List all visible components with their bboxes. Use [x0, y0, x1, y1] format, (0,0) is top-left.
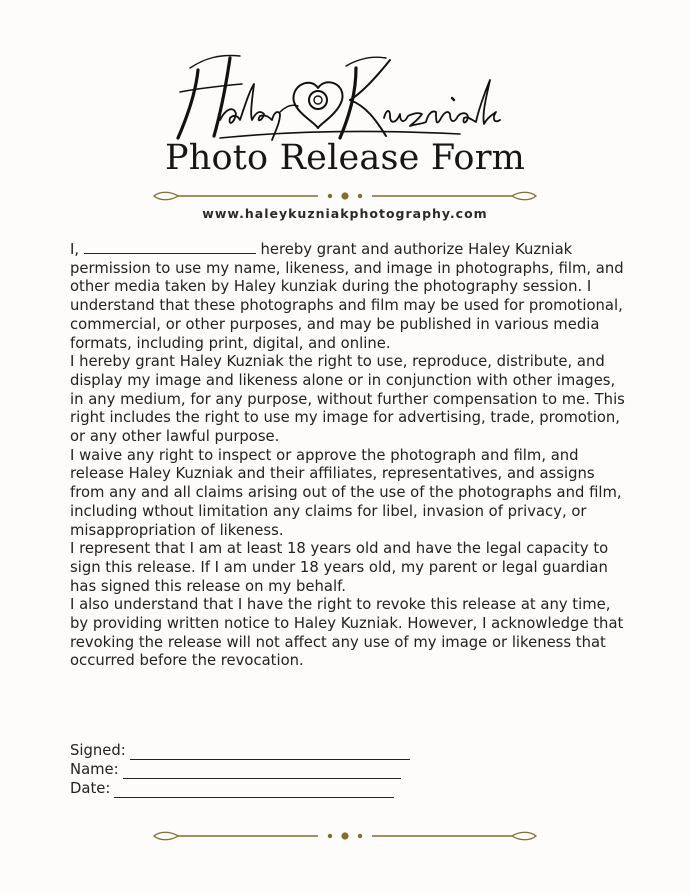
haley-kuzniak-logo	[160, 40, 540, 150]
paragraph-revocation: I also understand that I have the right to revoke this release at any time, by providing written notice to Haley Kuzniak. However, I acknowledge that revoking the release will not affect any use of my image or likeness that occurred before the revocation.	[70, 596, 624, 670]
date-label: Date:	[70, 780, 111, 797]
name-label: Name:	[70, 761, 119, 778]
paragraph-waiver: I waive any right to inspect or approve the photograph and film, and release Haley Kuzniak and their affiliates, representatives, and assigns from any and all claims arising out of the use of the photographs and film, including wthout limitation any claims for libel, invasion of privacy, or misappropriation of likeness.	[70, 446, 622, 539]
date-row	[70, 779, 410, 798]
website-url: www.haleykuzniakphotography.com	[202, 206, 488, 221]
signed-row	[70, 741, 410, 760]
signed-label: Signed:	[70, 742, 126, 759]
top-divider-ornament	[152, 188, 538, 204]
paragraph-grant-rest: hereby grant and authorize Haley Kuzniak permission to use my name, likeness, and image in photographs, film, and other media taken by Haley kunziak during the photography session. I understand that these photographs and film may be used for promotional, commercial, or other purposes, and may be published in various media formats, including print, digital, and online.	[70, 241, 624, 352]
paragraph-age: I represent that I am at least 18 years old and have the legal capacity to sign this release. If I am under 18 years old, my parent or legal guardian has signed this release on my behalf.	[70, 540, 609, 595]
bottom-divider-ornament	[152, 828, 538, 844]
form-title: Photo Release Form	[164, 138, 526, 178]
signature-block	[70, 741, 410, 798]
paragraph-grant-prefix: I,	[70, 241, 80, 258]
paragraph-usage-rights: I hereby grant Haley Kuzniak the right to use, reproduce, distribute, and display my image and likeness alone or in conjunction with other images, in any medium, for any purpose, without further compensation to me. This right includes the right to use my image for advertising, trade, promotion, or any other lawful purpose.	[70, 353, 625, 446]
paragraph-grant	[70, 240, 630, 353]
name-blank-line[interactable]	[84, 240, 256, 254]
name-row	[70, 760, 410, 779]
name-line[interactable]	[123, 765, 401, 779]
signed-line[interactable]	[130, 746, 410, 760]
date-line[interactable]	[114, 784, 394, 798]
release-text	[70, 240, 630, 671]
